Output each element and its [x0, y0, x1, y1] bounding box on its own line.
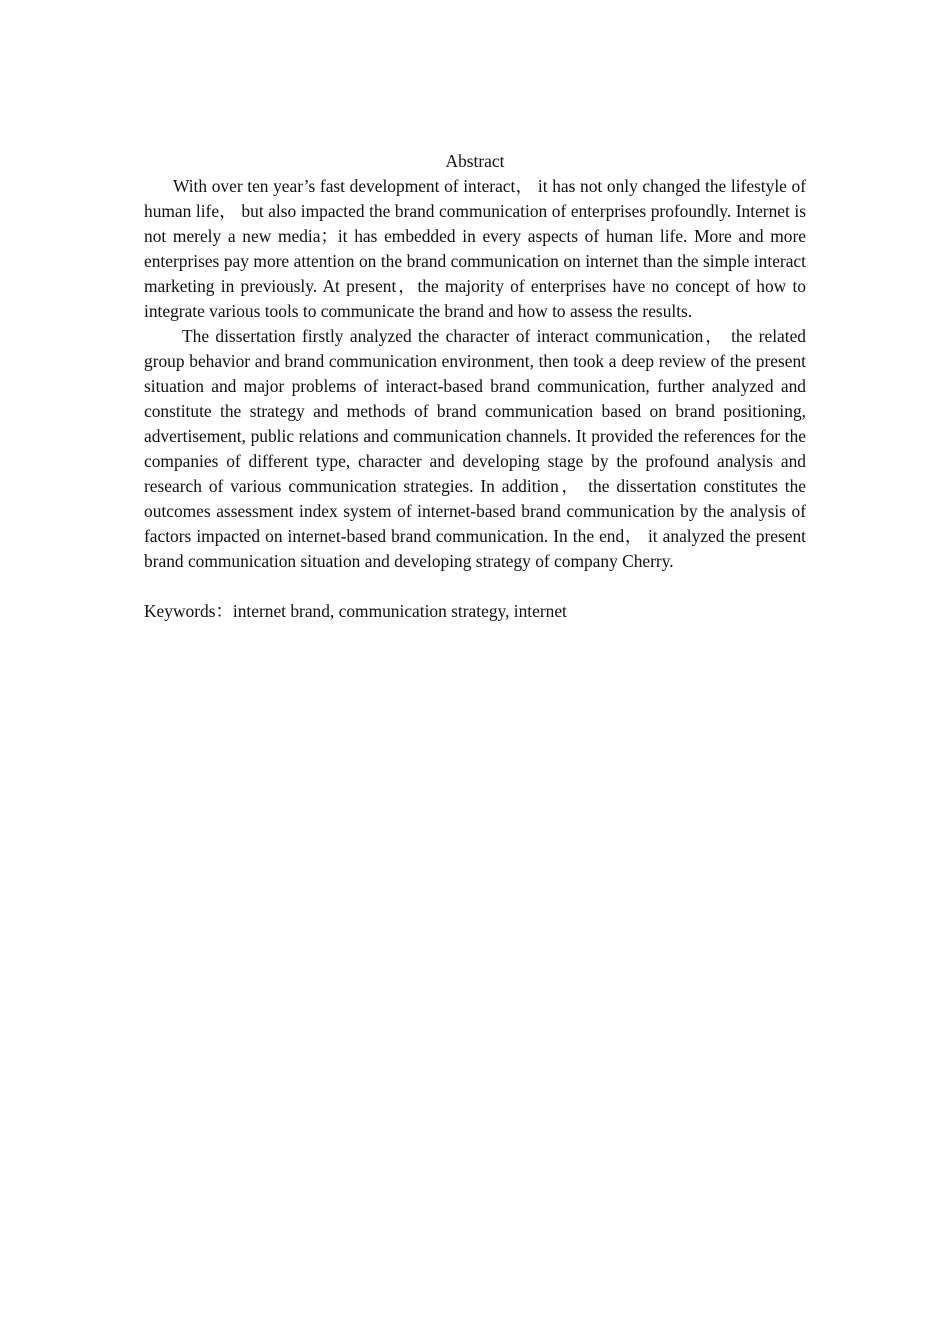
abstract-paragraph-2: The dissertation firstly analyzed the character of interact communication， the related group behavior and brand communication environment, then took a deep review of the present situation and major problems of interact-based brand communication, further analyzed and constitute the strategy and methods of brand communication based on brand positioning, advertisement, public relations and communication channels. It provided the references for the companies of different type, character and developing stage by the profound analysis and research of various communication strategies. In addition， the dissertation constitutes the outcomes assessment index system of internet-based brand communication by the analysis of factors impacted on internet-based brand communication. In the end， it analyzed the present brand communication situation and developing strategy of company Cherry. [144, 326, 806, 571]
abstract-page [144, 149, 806, 624]
keywords-line [144, 599, 806, 624]
abstract-paragraph-1: With over ten year’s fast development of interact， it has not only changed the lifestyle of human life， but also impacted the brand communication of enterprises profoundly. Internet is not merely a new media；it has embedded in every aspects of human life. More and more enterprises pay more attention on the brand communication on internet than the simple interact marketing in previously. At present，the majority of enterprises have no concept of how to integrate various tools to communicate the brand and how to assess the results. [144, 176, 806, 321]
abstract-title: Abstract [445, 151, 505, 171]
keywords-value: internet brand, communication strategy, internet [232, 601, 567, 621]
keywords-label: Keywords： [144, 601, 233, 621]
